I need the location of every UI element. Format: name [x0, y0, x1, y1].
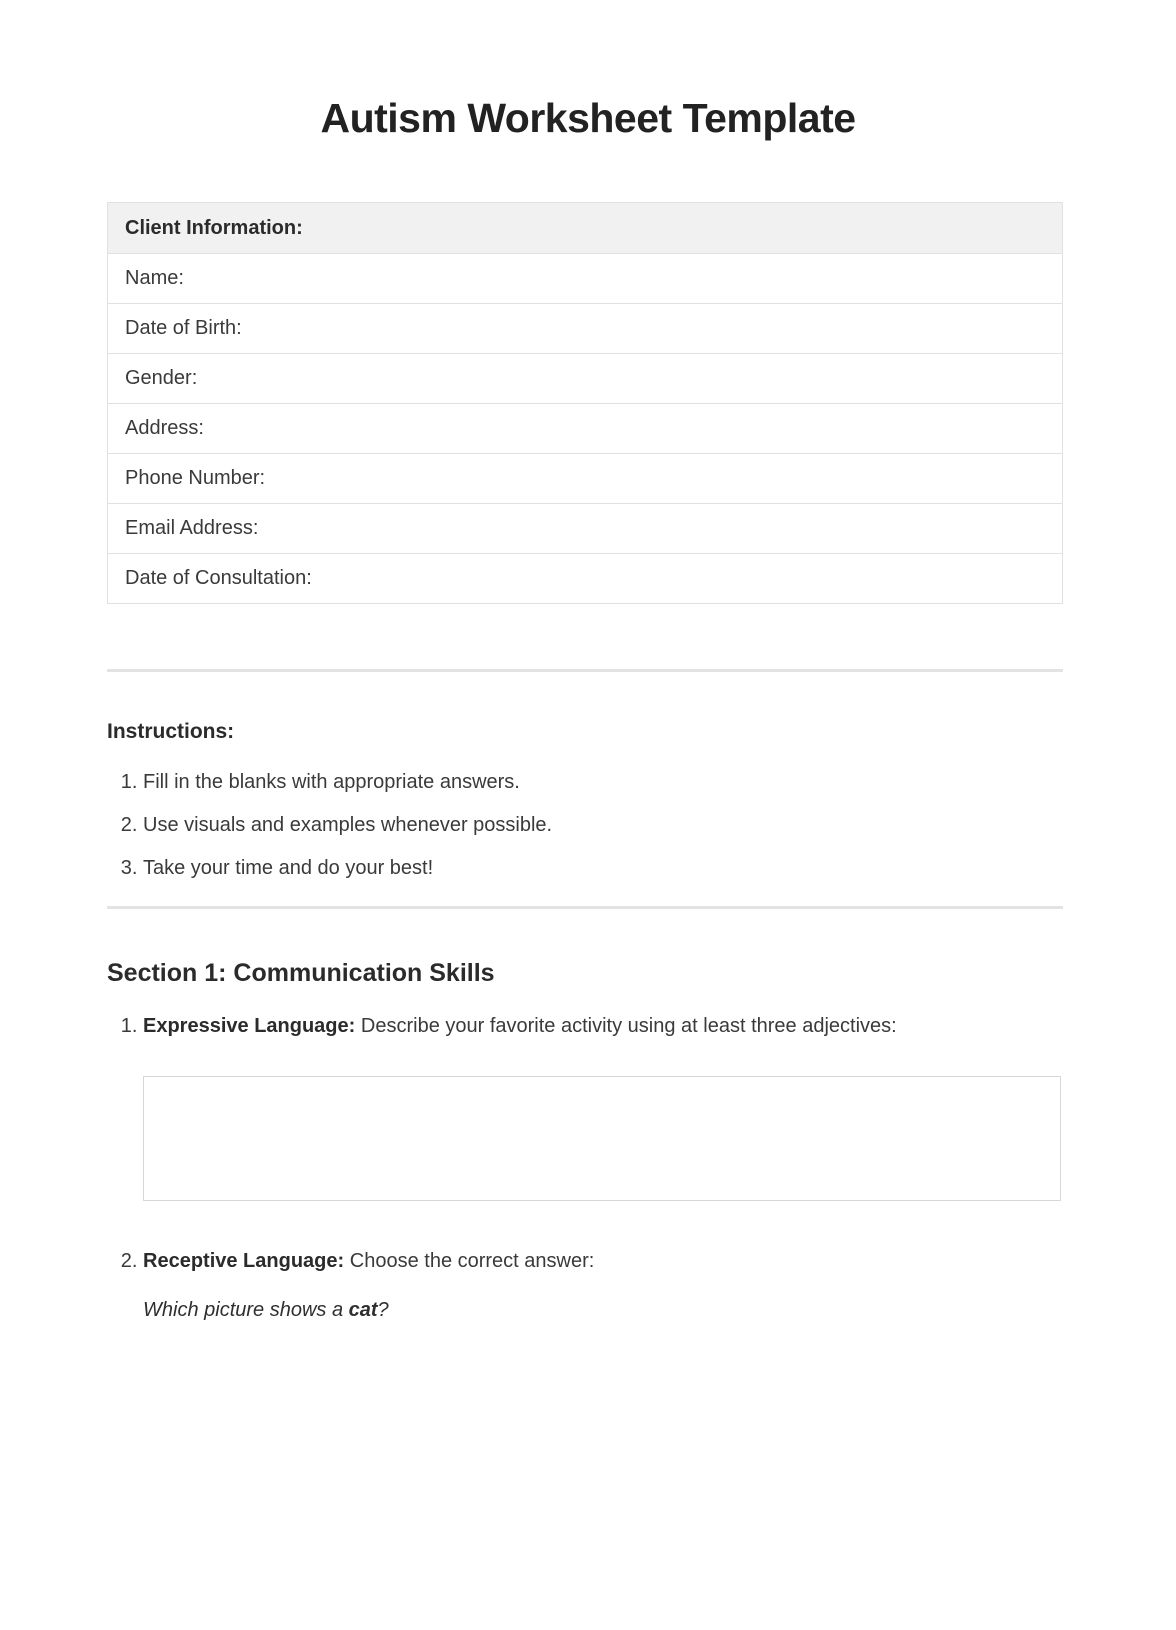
question-expressive-language [143, 1014, 1063, 1201]
section-divider [107, 669, 1063, 672]
page-title: Autism Worksheet Template [320, 95, 856, 141]
instructions-heading: Instructions: [107, 720, 235, 744]
receptive-question-text [143, 1298, 1063, 1322]
question-label: Expressive Language: [143, 1015, 356, 1038]
question-prompt: Choose the correct answer: [349, 1250, 595, 1273]
table-cell-name: Name: [108, 254, 1063, 304]
section1-heading: Section 1: Communication Skills [107, 959, 495, 988]
instruction-item: 2. Use visuals and examples whenever possible. [143, 814, 1063, 837]
section-divider [107, 906, 1063, 909]
table-cell-address: Address: [108, 404, 1063, 454]
page-content [107, 202, 1063, 1322]
table-cell-email-address: Email Address: [108, 504, 1063, 554]
table-cell-gender: Gender: [108, 354, 1063, 404]
expressive-answer-box[interactable] [143, 1076, 1061, 1201]
table-header-cell: Client Information: [108, 203, 1063, 254]
client-info-table [107, 202, 1063, 604]
question-text-keyword: cat [348, 1299, 378, 1322]
table-row [108, 454, 1063, 504]
table-row [108, 354, 1063, 404]
instruction-item: 1. Fill in the blanks with appropriate answers. [143, 771, 1063, 794]
question-prompt: Describe your favorite activity using at least three adjectives: [360, 1015, 897, 1038]
table-cell-phone-number: Phone Number: [108, 454, 1063, 504]
question-text-prefix: Which picture shows a [143, 1299, 344, 1322]
table-row [108, 304, 1063, 354]
question-label: Receptive Language: [143, 1250, 345, 1273]
instructions-list [107, 771, 1063, 880]
table-row [108, 554, 1063, 604]
question-text-suffix: ? [377, 1299, 389, 1322]
table-cell-date-of-birth: Date of Birth: [108, 304, 1063, 354]
table-row [108, 404, 1063, 454]
table-cell-date-of-consultation: Date of Consultation: [108, 554, 1063, 604]
instruction-item: 3. Take your time and do your best! [143, 857, 1063, 880]
table-row [108, 504, 1063, 554]
table-header-row [108, 203, 1063, 254]
table-row [108, 254, 1063, 304]
question-receptive-language [143, 1249, 1063, 1322]
question-list [107, 1014, 1063, 1322]
